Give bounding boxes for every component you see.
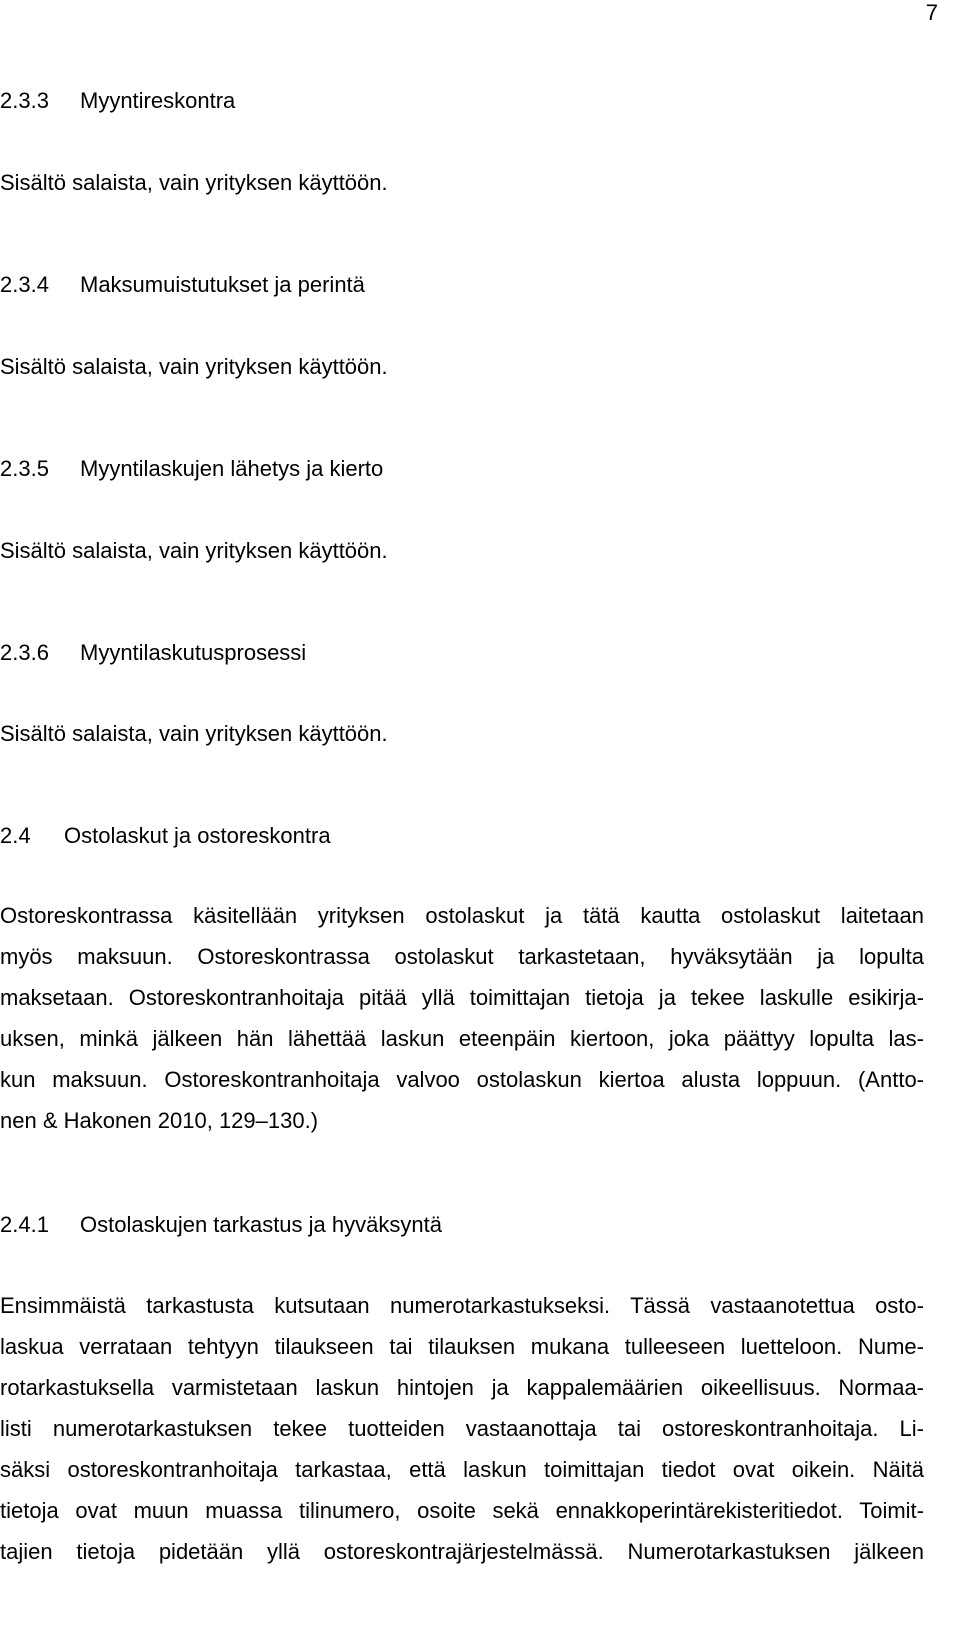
paragraph-line: uksen, minkä jälkeen hän lähettää laskun eteenpäin kiertoon, joka päättyy lopulta las- bbox=[0, 1026, 924, 1051]
section-body-2-3-3: Sisältö salaista, vain yrityksen käyttöön. bbox=[0, 170, 388, 195]
paragraph-line: nen & Hakonen 2010, 129–130.) bbox=[0, 1108, 319, 1133]
paragraph-line: säksi ostoreskontranhoitaja tarkastaa, että laskun toimittajan tiedot ovat oikein. Näitä bbox=[0, 1457, 924, 1482]
paragraph-line: tajien tietoja pidetään yllä ostoreskontrajärjestelmässä. Numerotarkastuksen jälkeen bbox=[0, 1539, 924, 1564]
paragraph-line: listi numerotarkastuksen tekee tuotteiden vastaanottaja tai ostoreskontranhoitaja. Li- bbox=[0, 1416, 924, 1441]
heading-title: Ostolaskut ja ostoreskontra bbox=[64, 823, 331, 848]
heading-number: 2.4 bbox=[0, 823, 31, 848]
section-body-2-3-5: Sisältö salaista, vain yrityksen käyttöön. bbox=[0, 538, 388, 563]
section-heading-2-3-4 bbox=[0, 272, 365, 298]
heading-title: Myyntireskontra bbox=[80, 88, 236, 113]
page-number: 7 bbox=[925, 0, 938, 25]
paragraph-line: Ostoreskontrassa käsitellään yrityksen ostolaskut ja tätä kautta ostolaskut laitetaan bbox=[0, 903, 924, 928]
section-heading-2-3-6 bbox=[0, 640, 306, 666]
heading-number: 2.3.5 bbox=[0, 456, 49, 481]
heading-number: 2.3.3 bbox=[0, 88, 49, 113]
heading-title: Ostolaskujen tarkastus ja hyväksyntä bbox=[80, 1212, 442, 1237]
heading-number: 2.3.4 bbox=[0, 272, 49, 297]
heading-title: Myyntilaskujen lähetys ja kierto bbox=[80, 456, 384, 481]
paragraph-line: laskua verrataan tehtyyn tilaukseen tai tilauksen mukana tulleeseen luetteloon. Nume- bbox=[0, 1334, 924, 1359]
paragraph-line: maksetaan. Ostoreskontranhoitaja pitää yllä toimittajan tietoja ja tekee laskulle esikirja- bbox=[0, 985, 924, 1010]
paragraph-line: myös maksuun. Ostoreskontrassa ostolaskut tarkastetaan, hyväksytään ja lopulta bbox=[0, 944, 924, 969]
section-heading-2-4 bbox=[0, 823, 331, 849]
section-body-2-3-4: Sisältö salaista, vain yrityksen käyttöön. bbox=[0, 354, 388, 379]
section-heading-2-3-3 bbox=[0, 88, 235, 114]
paragraph-line: rotarkastuksella varmistetaan laskun hintojen ja kappalemäärien oikeellisuus. Normaa- bbox=[0, 1375, 924, 1400]
paragraph-line: Ensimmäistä tarkastusta kutsutaan numerotarkastukseksi. Tässä vastaanotettua osto- bbox=[0, 1293, 924, 1318]
paragraph-line: kun maksuun. Ostoreskontranhoitaja valvoo ostolaskun kiertoa alusta loppuun. (Antto- bbox=[0, 1067, 924, 1092]
paragraph-line: tietoja ovat muun muassa tilinumero, osoite sekä ennakkoperintärekisteritiedot. Toimit- bbox=[0, 1498, 924, 1523]
heading-number: 2.3.6 bbox=[0, 640, 49, 665]
heading-title: Myyntilaskutusprosessi bbox=[80, 640, 307, 665]
section-heading-2-4-1 bbox=[0, 1212, 442, 1238]
section-body-2-3-6: Sisältö salaista, vain yrityksen käyttöön. bbox=[0, 721, 388, 746]
heading-title: Maksumuistutukset ja perintä bbox=[80, 272, 365, 297]
section-heading-2-3-5 bbox=[0, 456, 383, 482]
heading-number: 2.4.1 bbox=[0, 1212, 49, 1237]
